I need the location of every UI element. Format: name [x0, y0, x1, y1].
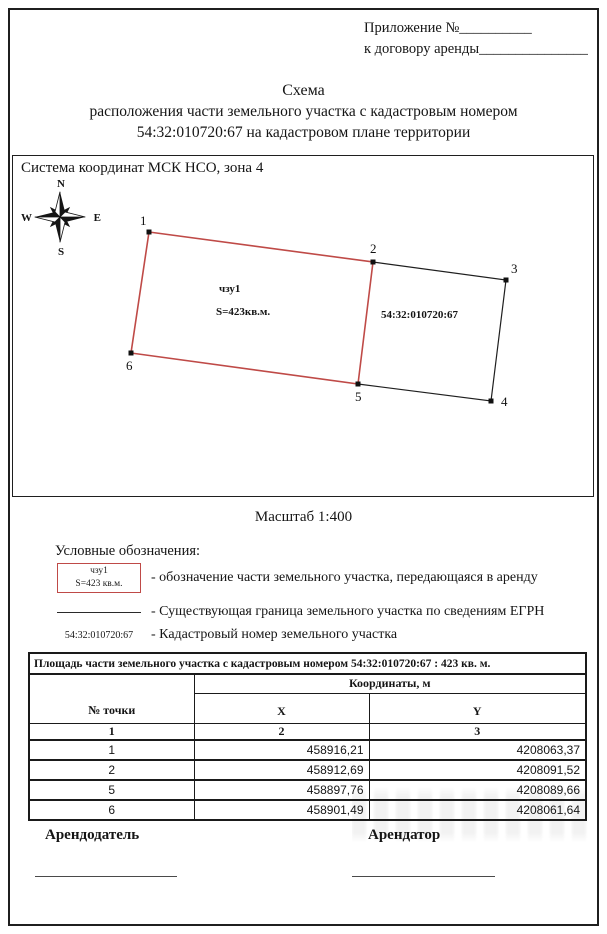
page-title	[0, 80, 607, 143]
column-header-coordinates: Координаты, м	[194, 674, 586, 693]
table-row	[29, 740, 586, 760]
table-number-row	[29, 723, 586, 740]
lessee-signature-line	[352, 876, 495, 877]
coordinates-table	[28, 652, 587, 821]
x-coordinate-cell: 458901,49	[194, 800, 369, 820]
legend-part-swatch	[57, 563, 141, 593]
appendix-number-line: Приложение №__________	[364, 20, 532, 36]
legend-part-text: - обозначение части земельного участка, передающаяся в аренду	[151, 570, 538, 585]
legend-item-part	[57, 562, 593, 594]
svg-text:1: 1	[140, 213, 147, 228]
title-line-3: 54:32:010720:67 на кадастровом плане территории	[136, 124, 471, 141]
lessee-label: Арендатор	[368, 827, 441, 843]
svg-text:3: 3	[511, 261, 518, 276]
legend-cadastral-number-text: - Кадастровый номер земельного участка	[151, 627, 398, 642]
table-title: Площадь части земельного участка с кадастровым номером 54:32:010720:67 : 423 кв. м.	[29, 653, 586, 674]
table-header-row	[29, 674, 586, 693]
number-cell: 3	[369, 723, 586, 740]
appendix-contract-line: к договору аренды_______________	[364, 41, 588, 57]
y-coordinate-cell: 4208091,52	[369, 760, 586, 780]
number-cell: 2	[194, 723, 369, 740]
title-line-2: расположения части земельного участка с кадастровым номером	[89, 103, 518, 120]
parcel-boundary-diagram	[13, 156, 592, 495]
table-row	[29, 800, 586, 820]
appendix-block	[364, 18, 588, 60]
x-coordinate-cell: 458916,21	[194, 740, 369, 760]
column-header-x: X	[194, 693, 369, 723]
lessor-signature-line	[35, 876, 177, 877]
column-header-y: Y	[369, 693, 586, 723]
y-coordinate-cell: 4208089,66	[369, 780, 586, 800]
legend-cadastral-number-key: 54:32:010720:67	[64, 629, 134, 641]
compass-north-label: N	[57, 178, 65, 190]
point-number-cell: 5	[29, 780, 194, 800]
svg-text:6: 6	[126, 358, 133, 373]
part-area-label: S=423кв.м.	[216, 306, 271, 318]
title-line-1: Схема	[282, 82, 325, 99]
svg-text:2: 2	[370, 241, 377, 256]
point-number-cell: 1	[29, 740, 194, 760]
compass-east-label: E	[93, 212, 101, 224]
y-coordinate-cell: 4208063,37	[369, 740, 586, 760]
legend-part-name: чзу1	[90, 566, 108, 576]
legend-heading: Условные обозначения:	[55, 543, 201, 559]
table-row	[29, 780, 586, 800]
table-title-row	[29, 653, 586, 674]
legend-boundary-text: - Существующая граница земельного участка по сведениям ЕГРН	[151, 604, 545, 619]
compass-south-label: S	[57, 246, 65, 258]
point-number-cell: 6	[29, 800, 194, 820]
part-label: чзу1	[219, 283, 241, 295]
legend-part-area: S=423 кв.м.	[75, 579, 123, 589]
legend-item-cadastral-number	[57, 624, 593, 646]
lessor-label: Арендодатель	[45, 827, 140, 843]
legend-item-boundary	[57, 601, 593, 623]
parcel-cadastral-number-label: 54:32:010720:67	[381, 309, 458, 321]
x-coordinate-cell: 458897,76	[194, 780, 369, 800]
y-coordinate-cell: 4208061,64	[369, 800, 586, 820]
svg-text:5: 5	[355, 389, 362, 404]
column-header-point: № точки	[29, 674, 194, 723]
point-number-cell: 2	[29, 760, 194, 780]
x-coordinate-cell: 458912,69	[194, 760, 369, 780]
coordinate-system-label: Система координат МСК НСО, зона 4	[21, 160, 264, 176]
compass-west-label: W	[21, 212, 32, 224]
number-cell: 1	[29, 723, 194, 740]
scale-label: Масштаб 1:400	[254, 509, 353, 525]
legend-boundary-line-icon	[57, 612, 141, 613]
table-row	[29, 760, 586, 780]
cadastral-plan-box	[12, 155, 594, 497]
svg-text:4: 4	[501, 394, 508, 409]
